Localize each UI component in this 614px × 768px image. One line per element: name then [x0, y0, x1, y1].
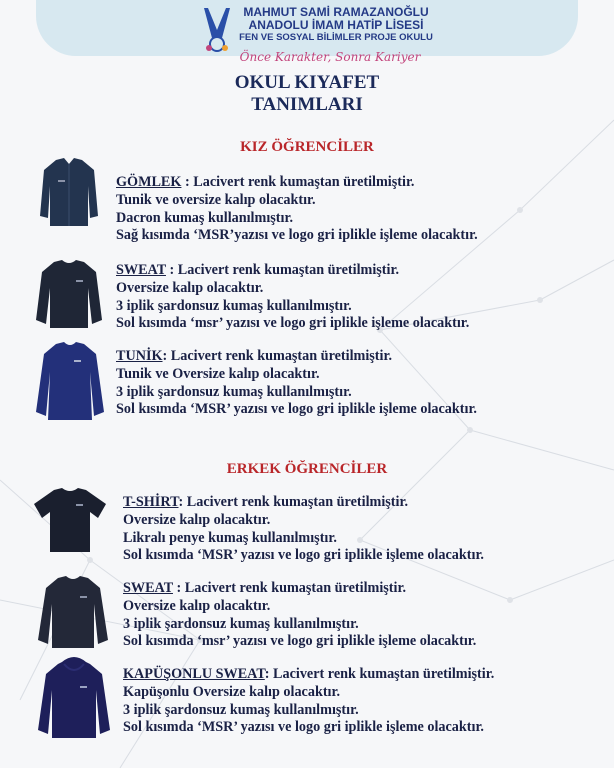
boys-heading: ERKEK ÖĞRENCİLER [226, 461, 388, 477]
item-name: TUNİK [116, 348, 163, 364]
school-name [236, 6, 436, 44]
item-desc-line: Tunik ve oversize kalıp olacaktır. [116, 191, 316, 208]
tunic-icon [34, 340, 106, 422]
item-desc-line: Dacron kumaş kullanılmıştır. [116, 209, 293, 226]
item-sep: : [165, 262, 178, 278]
school-name-line1: MAHMUT SAMİ RAMAZANOĞLU [243, 5, 429, 19]
item-desc-first: Lacivert renk kumaştan üretilmiştir. [170, 348, 393, 364]
item-desc-line: Oversize kalıp olacaktır. [123, 597, 271, 614]
item-desc-line: Oversize kalıp olacaktır. [123, 511, 271, 528]
item-desc-line: 3 iplik şardonsuz kumaş kullanılmıştır. [116, 297, 352, 314]
item-desc-line: Likralı penye kumaş kullanılmıştır. [123, 529, 337, 546]
item-girls-sweat [116, 262, 469, 333]
item-girls-shirt [116, 174, 478, 245]
item-desc-line: Sol kısımda ‘msr’ yazısı ve logo gri iplikle işleme olacaktır. [123, 633, 477, 650]
page-title-line1: OKUL KIYAFET [234, 72, 380, 93]
item-desc-line: Sol kısımda ‘MSR’ yazısı ve logo gri iplikle işleme olacaktır. [123, 547, 484, 564]
item-desc-line: 3 iplik şardonsuz kumaş kullanılmıştır. [123, 701, 359, 718]
item-desc-line: Sol kısımda ‘msr’ yazısı ve logo gri iplikle işleme olacaktır. [116, 315, 470, 332]
item-desc-line: Oversize kalıp olacaktır. [116, 279, 264, 296]
item-sep: : [181, 174, 194, 190]
tshirt-icon [30, 486, 110, 556]
item-name: SWEAT [123, 580, 173, 596]
page-title-line2: TANIMLARI [251, 94, 363, 115]
item-desc-line: 3 iplik şardonsuz kumaş kullanılmıştır. [116, 383, 352, 400]
item-desc-first: Lacivert renk kumaştan üretilmiştir. [186, 494, 408, 510]
school-name-line3: FEN VE SOSYAL BİLİMLER PROJE OKULU [239, 32, 433, 43]
hoodie-icon [36, 656, 112, 740]
item-boys-sweat [123, 580, 476, 651]
school-name-line2: ANADOLU İMAM HATİP LİSESİ [248, 18, 424, 32]
item-sep: : [172, 580, 185, 596]
page-title [0, 72, 614, 116]
item-desc-line: Tunik ve Oversize kalıp olacaktır. [116, 365, 320, 382]
item-name: KAPÜŞONLU SWEAT [123, 666, 265, 682]
school-logo-icon [198, 4, 236, 56]
item-sep: : [178, 494, 187, 510]
item-boys-hoodie [123, 666, 494, 737]
item-girls-tunic [116, 348, 477, 419]
item-desc-line: Sol kısımda ‘MSR’ yazısı ve logo gri iplikle işleme olacaktır. [123, 719, 484, 736]
item-sep: : [162, 348, 171, 364]
sweatshirt-icon [34, 258, 104, 330]
item-name: T-SHİRT [123, 494, 179, 510]
item-desc-line: 3 iplik şardonsuz kumaş kullanılmıştır. [123, 615, 359, 632]
sweatshirt-icon [36, 574, 110, 650]
item-name: SWEAT [116, 262, 166, 278]
item-desc-first: Lacivert renk kumaştan üretilmiştir. [273, 666, 495, 682]
item-desc-line: Sağ kısımda ‘MSR’yazısı ve logo gri iplikle işleme olacaktır. [116, 227, 478, 244]
school-motto: Önce Karakter, Sonra Kariyer [239, 50, 421, 64]
item-sep: : [264, 666, 274, 682]
item-desc-line: Sol kısımda ‘MSR’ yazısı ve logo gri iplikle işleme olacaktır. [116, 401, 477, 418]
item-boys-tshirt [123, 494, 484, 565]
item-desc-first: Lacivert renk kumaştan üretilmiştir. [177, 262, 399, 278]
item-desc-first: Lacivert renk kumaştan üretilmiştir. [193, 174, 415, 190]
item-desc-first: Lacivert renk kumaştan üretilmiştir. [184, 580, 406, 596]
shirt-icon [38, 156, 100, 228]
item-name: GÖMLEK [116, 174, 182, 190]
item-desc-line: Kapüşonlu Oversize kalıp olacaktır. [123, 683, 341, 700]
girls-heading: KIZ ÖĞRENCİLER [240, 139, 374, 155]
